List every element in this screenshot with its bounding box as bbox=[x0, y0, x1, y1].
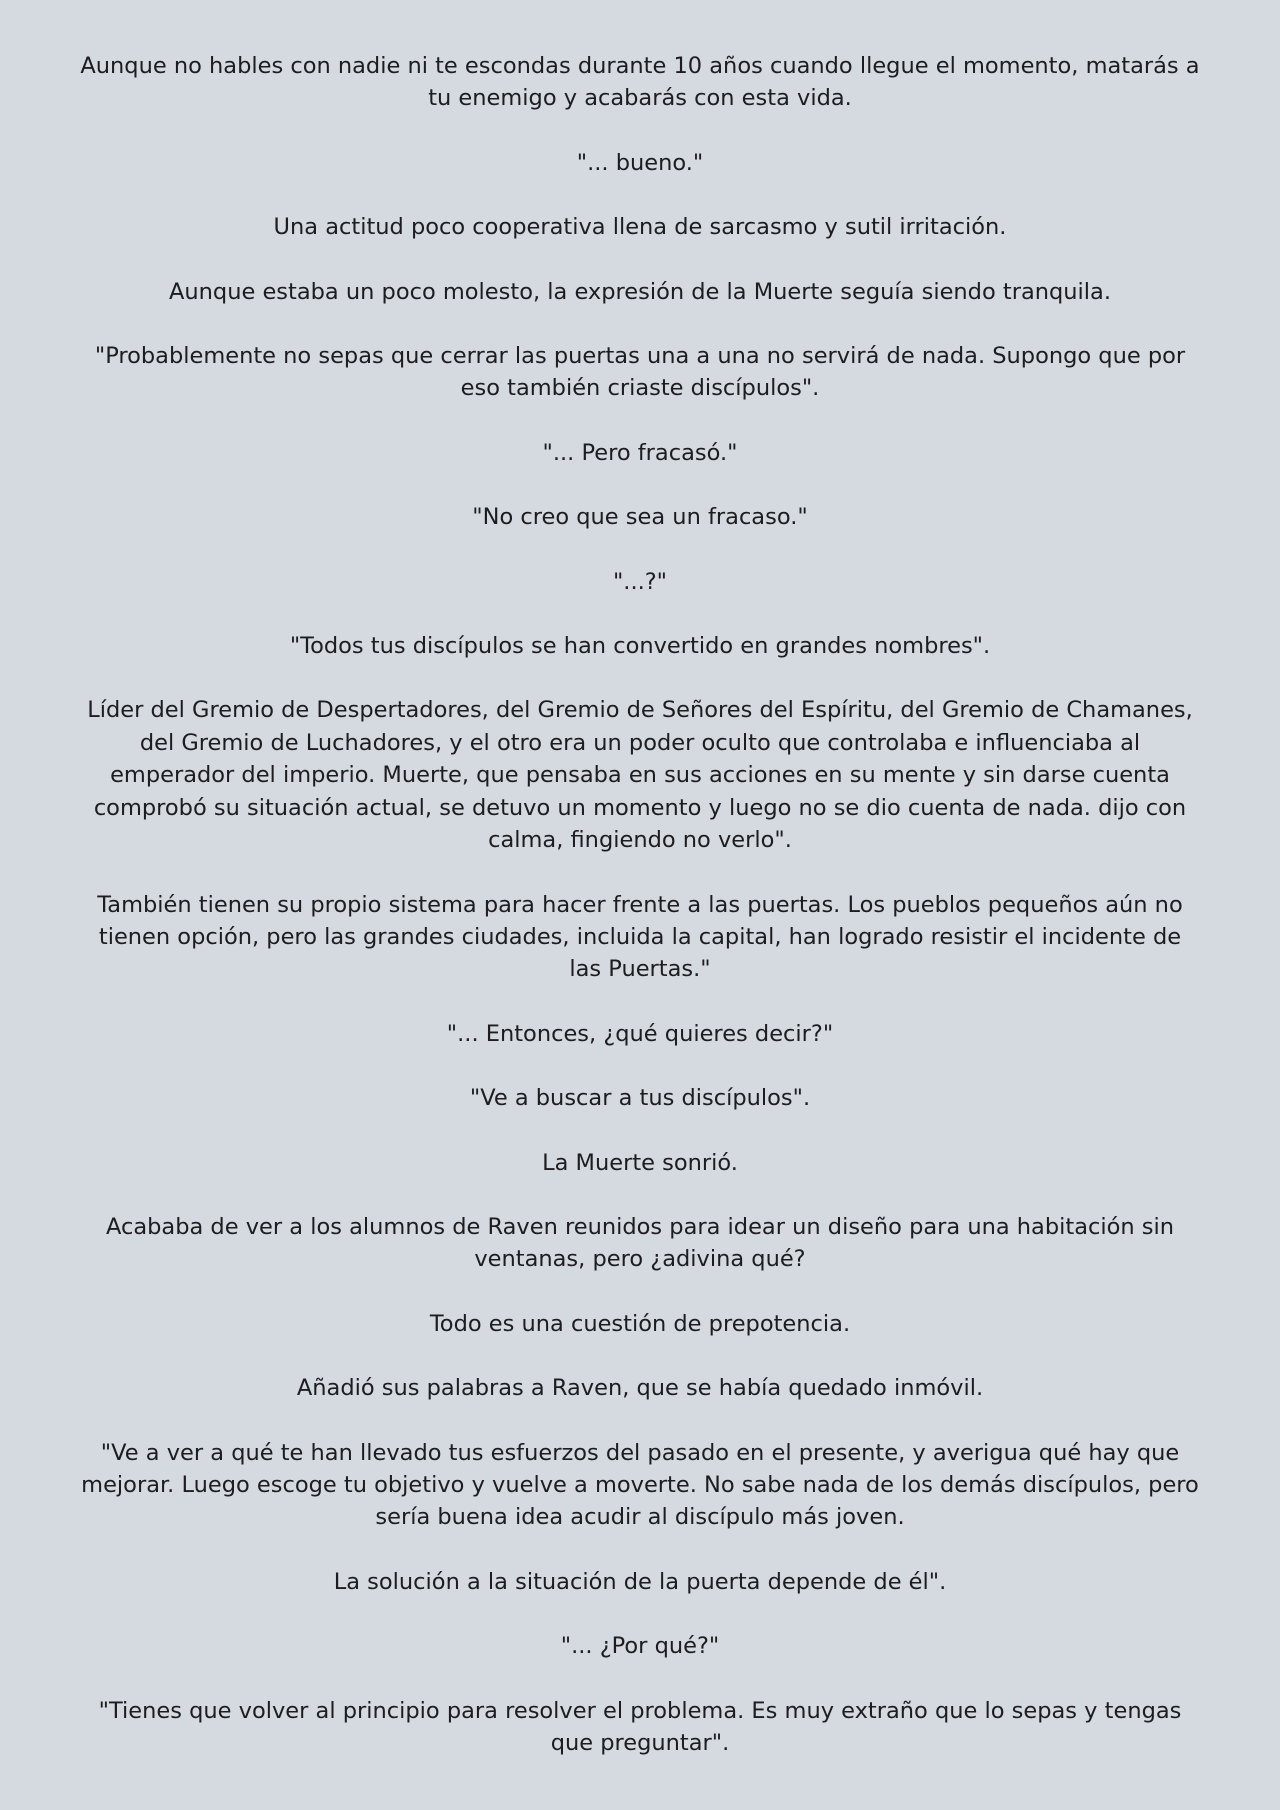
paragraph-18: "Ve a ver a qué te han llevado tus esfuerzos del pasado en el presente, y averigua qué hay que mejorar. Luego escoge tu objetivo y vuelve a moverte. No sabe nada de los demás discípulos, pero sería buena idea acudir al discípulo más joven. bbox=[81, 1439, 1199, 1531]
paragraph-6: "... Pero fracasó." bbox=[542, 439, 738, 466]
paragraph-5: "Probablemente no sepas que cerrar las puertas una a una no servirá de nada. Supongo que por eso también criaste discípulos". bbox=[94, 343, 1186, 402]
paragraph-14: La Muerte sonrió. bbox=[542, 1149, 738, 1176]
paragraph-15: Acababa de ver a los alumnos de Raven reunidos para idear un diseño para una habitación sin ventanas, pero ¿adivina qué? bbox=[105, 1213, 1175, 1273]
paragraph-3: Una actitud poco cooperativa llena de sarcasmo y sutil irritación. bbox=[273, 214, 1007, 241]
paragraph-10: Líder del Gremio de Despertadores, del Gremio de Señores del Espíritu, del Gremio de Chamanes, del Gremio de Luchadores, y el otro era un poder oculto que controlaba e influenciaba al emperador del imperio. Muerte, que pensaba en sus acciones en su mente y sin darse cuenta comprobó su situación actual, se detuvo un momento y luego no se dio cuenta de nada. dijo con calma, fingiendo no verlo". bbox=[87, 697, 1193, 854]
paragraph-1: Aunque no hables con nadie ni te escondas durante 10 años cuando llegue el momento, matarás a tu enemigo y acabarás con esta vida. bbox=[80, 53, 1200, 112]
paragraph-8: "...?" bbox=[612, 568, 668, 595]
paragraph-11: También tienen su propio sistema para hacer frente a las puertas. Los pueblos pequeños aún no tienen opción, pero las grandes ciudades, incluida la capital, han logrado resistir el incidente de las Puertas." bbox=[97, 891, 1183, 983]
paragraph-7: "No creo que sea un fracaso." bbox=[472, 504, 808, 531]
paragraph-20: "... ¿Por qué?" bbox=[560, 1633, 720, 1660]
paragraph-17: Añadió sus palabras a Raven, que se había quedado inmóvil. bbox=[296, 1375, 984, 1402]
paragraph-9: "Todos tus discípulos se han convertido en grandes nombres". bbox=[289, 633, 991, 660]
paragraph-4: Aunque estaba un poco molesto, la expresión de la Muerte seguía siendo tranquila. bbox=[169, 278, 1111, 305]
paragraph-16: Todo es una cuestión de prepotencia. bbox=[429, 1310, 851, 1337]
paragraph-12: "... Entonces, ¿qué quieres decir?" bbox=[446, 1020, 834, 1047]
paragraph-21: "Tienes que volver al principio para resolver el problema. Es muy extraño que lo sepas y tengas que preguntar". bbox=[98, 1697, 1182, 1756]
paragraph-13: "Ve a buscar a tus discípulos". bbox=[469, 1085, 811, 1112]
paragraph-19: La solución a la situación de la puerta depende de él". bbox=[333, 1568, 947, 1595]
paragraph-2: "... bueno." bbox=[576, 149, 704, 176]
